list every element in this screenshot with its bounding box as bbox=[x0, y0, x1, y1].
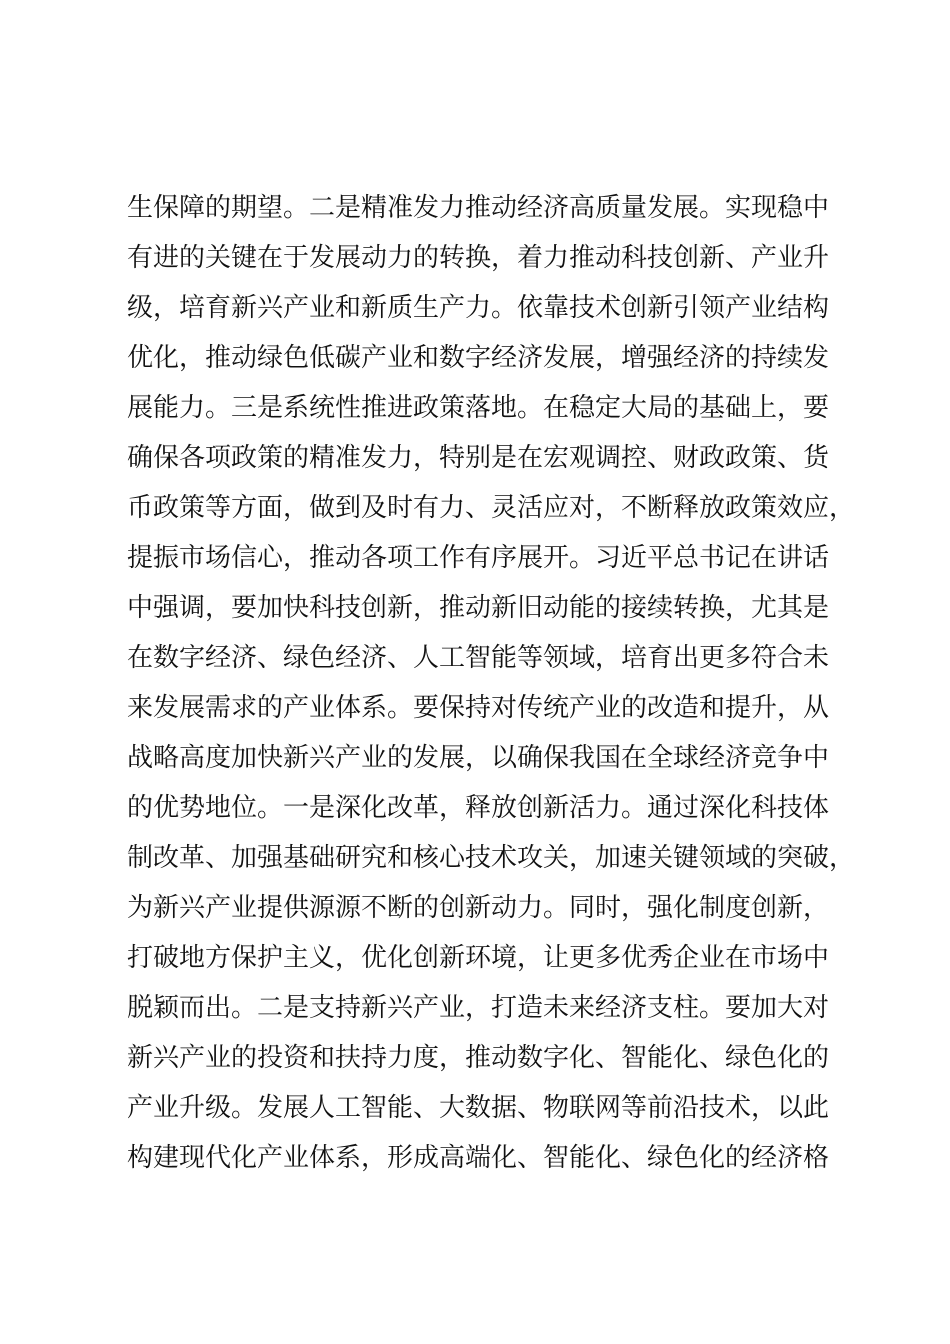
text-line: 优化，推动绿色低碳产业和数字经济发展，增强经济的持续发 bbox=[127, 343, 830, 373]
text-line: 级，培育新兴产业和新质生产力。依靠技术创新引领产业结构 bbox=[127, 293, 830, 323]
text-line: 制改革、加强基础研究和核心技术攻关，加速关键领域的突破， bbox=[127, 843, 856, 873]
text-line: 展能力。三是系统性推进政策落地。在稳定大局的基础上，要 bbox=[127, 393, 830, 423]
text-line: 打破地方保护主义，优化创新环境，让更多优秀企业在市场中 bbox=[127, 943, 830, 973]
text-line: 确保各项政策的精准发力，特别是在宏观调控、财政政策、货 bbox=[127, 443, 830, 473]
text-line: 中强调，要加快科技创新，推动新旧动能的接续转换，尤其是 bbox=[127, 593, 830, 623]
text-line: 脱颖而出。二是支持新兴产业，打造未来经济支柱。要加大对 bbox=[127, 993, 830, 1023]
text-line: 币政策等方面，做到及时有力、灵活应对，不断释放政策效应， bbox=[127, 493, 856, 523]
text-line: 在数字经济、绿色经济、人工智能等领域，培育出更多符合未 bbox=[127, 643, 830, 673]
body-text bbox=[127, 183, 867, 1183]
text-line: 新兴产业的投资和扶持力度，推动数字化、智能化、绿色化的 bbox=[127, 1043, 830, 1073]
text-line: 来发展需求的产业体系。要保持对传统产业的改造和提升，从 bbox=[127, 693, 830, 723]
text-line: 提振市场信心，推动各项工作有序展开。习近平总书记在讲话 bbox=[127, 543, 830, 573]
text-line: 有进的关键在于发展动力的转换，着力推动科技创新、产业升 bbox=[127, 243, 830, 273]
text-line: 战略高度加快新兴产业的发展，以确保我国在全球经济竞争中 bbox=[127, 743, 830, 773]
text-line: 的优势地位。一是深化改革，释放创新活力。通过深化科技体 bbox=[127, 793, 830, 823]
text-line: 构建现代化产业体系，形成高端化、智能化、绿色化的经济格 bbox=[127, 1143, 830, 1173]
text-line: 产业升级。发展人工智能、大数据、物联网等前沿技术，以此 bbox=[127, 1093, 830, 1123]
text-line: 生保障的期望。二是精准发力推动经济高质量发展。实现稳中 bbox=[127, 193, 830, 223]
text-line: 为新兴产业提供源源不断的创新动力。同时，强化制度创新， bbox=[127, 893, 830, 923]
